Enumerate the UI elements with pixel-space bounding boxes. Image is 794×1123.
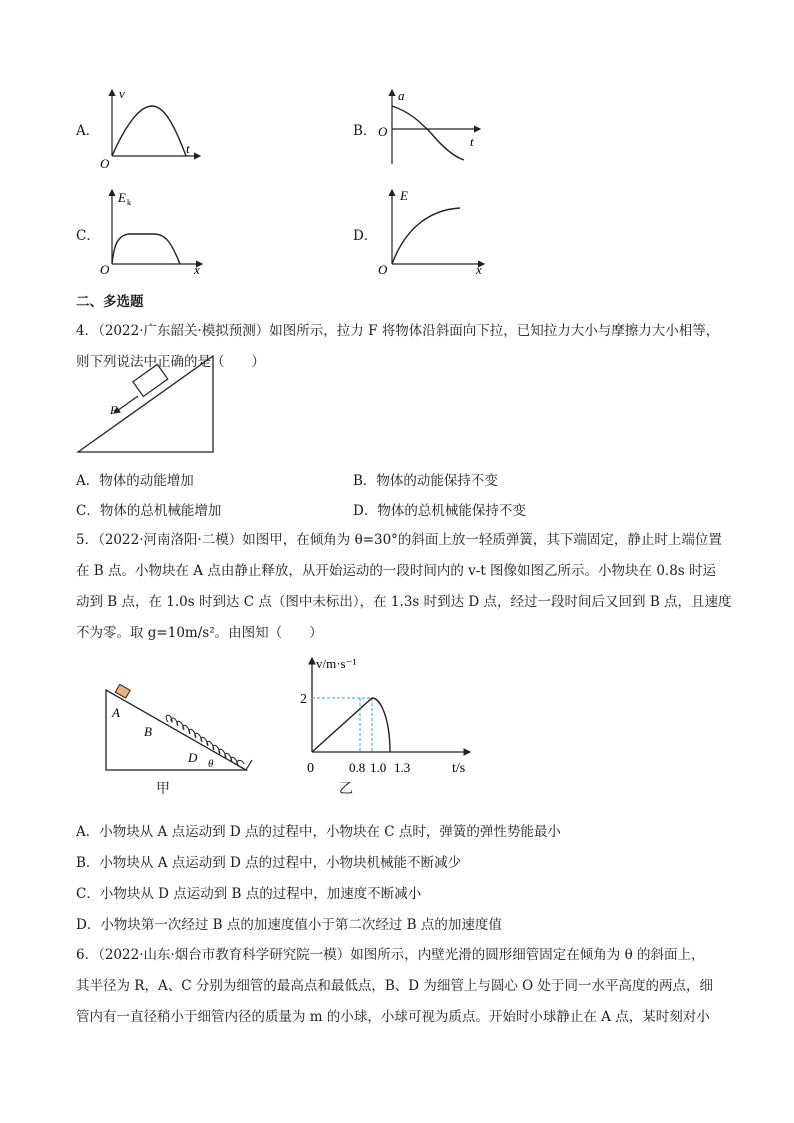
q4-line1: 4．（2022·广东韶关·模拟预测）如图所示，拉力 F 将物体沿斜面向下拉，已知拉力大小与摩擦力大小相等， (76, 323, 720, 339)
q5-option-a: A．小物块从 A 点运动到 D 点的过程中，小物块在 C 点时，弹簧的弹性势能最小 (76, 824, 561, 840)
incline (78, 356, 213, 452)
spring (166, 715, 244, 766)
q4-incline-figure (76, 352, 221, 460)
option-c-label: C． (76, 228, 100, 244)
y-axis-subscript: k (127, 198, 131, 207)
stopper (246, 760, 252, 770)
y-axis-label: v/m·s⁻¹ (316, 656, 357, 671)
x-axis-label: t (186, 141, 190, 156)
y-axis-label: v (119, 86, 125, 101)
x-axis-label: t (470, 134, 474, 149)
option-a-label: A． (76, 123, 100, 139)
q5-line3: 动到 B 点，在 1.0s 时到达 C 点（图中未标出），在 1.3s 时到达 D 点，经过一段时间后又回到 B 点，且速度 (76, 594, 732, 610)
q4-option-c: C．物体的总机械能增加 (76, 503, 222, 519)
origin-label: O (100, 156, 110, 170)
curve (392, 208, 460, 264)
y-axis-label: a (398, 88, 405, 103)
incline (106, 690, 246, 770)
origin-label: O (378, 262, 388, 276)
q6-line2: 其半径为 R，A、C 分别为细管的最高点和最低点，B、D 为细管上与圆心 O 处于同一水平高度的两点，细 (76, 978, 714, 994)
q4-line2: 则下列说法中正确的是（ ） (76, 354, 265, 370)
force-arrow (114, 396, 138, 413)
q6-line3: 管内有一直径稍小于细管内径的质量为 m 的小球，小球可视为质点。开始时小球静止在 A 点，某时刻对小 (76, 1009, 710, 1025)
q5-option-b: B．小物块从 A 点运动到 D 点的过程中，小物块机械能不断减少 (76, 855, 462, 871)
graph-d (374, 184, 490, 276)
x-tick-1.0: 1.0 (370, 760, 387, 775)
vt-curve (312, 698, 390, 752)
label-b: B (144, 724, 152, 739)
q5-line1: 5．（2022·河南洛阳·二模）如图甲，在倾角为 θ=30°的斜面上放一轻质弹簧，其下端固定，静止时上端位置 (76, 532, 722, 548)
q5-line4: 不为零。取 g=10m/s²。由图知（ ） (76, 625, 323, 641)
option-d-label: D． (353, 228, 378, 244)
figure-jia-caption: 甲 (156, 781, 170, 797)
q6-line1: 6．（2022·山东·烟台市教育科学研究院一模）如图所示，内壁光滑的圆形细管固定在倾角为 θ 的斜面上， (76, 947, 705, 963)
x-axis-label: t/s (452, 761, 466, 776)
graph-b (374, 84, 486, 170)
x-tick-0.8: 0.8 (349, 760, 366, 775)
q5-option-c: C．小物块从 D 点运动到 B 点的过程中，加速度不断减小 (76, 886, 422, 902)
figure-yi-caption: 乙 (339, 781, 353, 797)
label-theta: θ (208, 758, 214, 770)
figure-yi-chart (298, 652, 478, 778)
x-tick-1.3: 1.3 (394, 760, 411, 775)
curve (112, 106, 186, 156)
curve (392, 106, 464, 160)
origin-label: O (100, 262, 110, 276)
y-tick-2: 2 (300, 692, 307, 707)
q5-line2: 在 B 点。小物块在 A 点由静止释放，从开始运动的一段时间内的 v-t 图像如图乙所示。小物块在 0.8s 时运 (76, 563, 717, 579)
section-heading: 二、多选题 (76, 294, 144, 310)
curve (112, 234, 180, 264)
y-axis-label: E (400, 188, 408, 203)
graph-a (96, 84, 206, 170)
x-axis-label: x (194, 262, 200, 276)
q5-option-d: D．小物块第一次经过 B 点的加速度值小于第二次经过 B 点的加速度值 (76, 917, 502, 933)
figure-jia (100, 684, 256, 794)
q4-option-d: D．物体的总机械能保持不变 (353, 503, 526, 519)
x-axis-label: x (476, 262, 482, 276)
q4-option-b: B．物体的动能保持不变 (353, 473, 498, 489)
origin-label: O (378, 124, 388, 139)
option-b-label: B． (353, 123, 377, 139)
q4-option-a: A．物体的动能增加 (76, 473, 194, 489)
origin-label: 0 (307, 761, 314, 776)
label-d: D (188, 750, 198, 765)
force-label: F (110, 403, 118, 417)
graph-c (96, 184, 208, 276)
label-a: A (112, 705, 120, 720)
y-axis-label: E (118, 190, 126, 205)
